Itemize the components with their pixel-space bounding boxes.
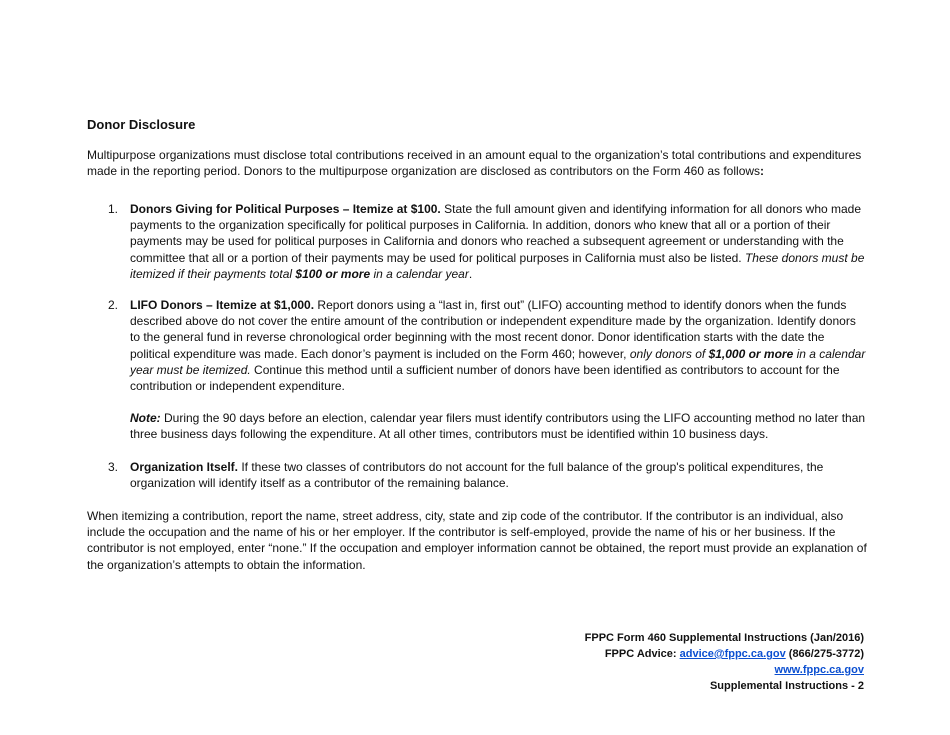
note-label: Note: (130, 411, 161, 425)
note-text: During the 90 days before an election, calendar year filers must identify contributors using the LIFO accounting method no later than three business days following the expenditure. At all other times, contributors must be identified within 10 business days. (130, 411, 866, 442)
footer-advice-line (585, 646, 864, 662)
intro-colon: : (760, 164, 765, 179)
closing-paragraph: When itemizing a contribution, report the name, street address, city, state and zip code of the contributor. If the contributor is an individual, also include the occupation and the name of his or her employer. If the contributor is self-employed, provide the name of his or her business. If the contributor is not employed, enter “none.” If the occupation and employer information cannot be obtained, the report must provide an explanation of the organization’s attempts to obtain the information. (87, 509, 867, 572)
list-item-text: Report donors using a “last in, first out” (LIFO) accounting method to identify donors when the funds described above do not cover the entire amount of the contribution or independent expenditure made by the organization. Identify donors to the general fund in reverse chronological order beginning with the most recent donor. Donor identification starts with the date the political expenditure was made. Each donor’s payment is included on the Form 460; however, (130, 298, 856, 361)
website-link[interactable]: www.fppc.ca.gov (774, 664, 864, 676)
footer-page-label: Supplemental Instructions - 2 (709, 680, 864, 692)
list-item-heading: LIFO Donors – Itemize at $1,000. (130, 298, 315, 312)
note-paragraph (130, 410, 867, 442)
list-item-number: 3. (108, 460, 119, 474)
page-footer (585, 630, 864, 694)
list-item-body (130, 201, 867, 282)
intro-text: Multipurpose organizations must disclose total contributions received in an amount equal to the organization’s total contributions and expenditures made in the reporting period. Donors to the multipurpose organization are disclosed as contributors on the Form 460 as follows (87, 148, 862, 179)
list-item-number: 1. (108, 202, 119, 216)
list-item-end: . (468, 266, 473, 281)
list-item (87, 459, 867, 491)
list-item-text: State the full amount given and identifying information for all donors who made payments to the organization specifically for political purposes in California. In addition, donors who knew that all or a portion of their payments may be used for political purposes in California and donors who reached a subsequent agreement or understanding with the committee that all or a portion of their payments may be used for political purposes in California must also be listed. (130, 202, 862, 265)
list-item-italic-end: in a calendar year (370, 266, 469, 281)
list-item-end: Continue this method until a sufficient number of donors have been identified as contributors to account for the contribution or independent expenditure. (130, 362, 840, 394)
intro-paragraph (87, 147, 867, 179)
list-item-body (130, 459, 867, 491)
list-item (87, 201, 867, 282)
list-item (87, 297, 867, 394)
list-item-body (130, 297, 867, 394)
list-item-heading: Organization Itself. (130, 460, 239, 474)
list-item-threshold: $1,000 or more (708, 346, 794, 361)
list-item-text: If these two classes of contributors do not account for the full balance of the group's political expenditures, the organization will identify itself as a contributor of the remaining balance. (130, 460, 824, 491)
footer-form-title: FPPC Form 460 Supplemental Instructions (Jan/2016) (584, 632, 864, 644)
list-item-threshold: $100 or more (295, 266, 371, 281)
section-title: Donor Disclosure (87, 117, 196, 132)
list-item-italic: only donors of (629, 346, 709, 361)
advice-email-link[interactable]: advice@fppc.ca.gov (679, 648, 786, 660)
list-item-number: 2. (108, 298, 119, 312)
footer-advice-label: FPPC Advice: (604, 648, 680, 660)
list-item-heading: Donors Giving for Political Purposes – Itemize at $100. (130, 202, 441, 216)
footer-advice-phone: (866/275-3772) (785, 648, 864, 660)
list-item-italic: These donors must be itemized if their payments total (130, 250, 865, 281)
list-item-italic-end: in a calendar year must be itemized. (130, 346, 866, 377)
